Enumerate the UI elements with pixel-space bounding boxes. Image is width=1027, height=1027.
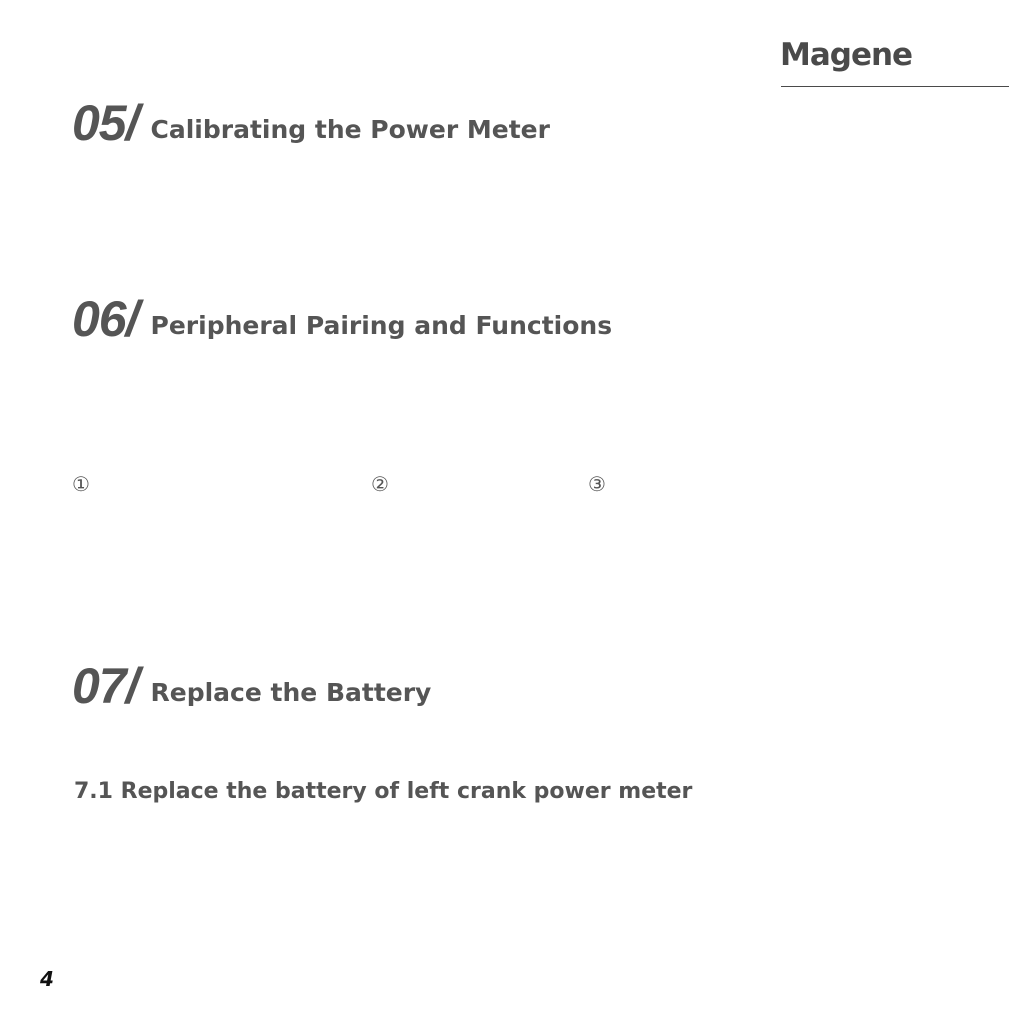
section-07-heading: [72, 658, 432, 714]
section-title: Replace the Battery: [150, 678, 432, 707]
header-divider: [781, 86, 1009, 87]
section-05-heading: [72, 95, 550, 151]
step-marker-2: ②: [371, 472, 389, 496]
section-title: Peripheral Pairing and Functions: [150, 311, 613, 340]
section-number: 06/: [72, 291, 139, 347]
section-number: 05/: [72, 95, 139, 151]
section-number: 07/: [72, 658, 139, 714]
step-marker-1: ①: [72, 472, 90, 496]
page-number: 4: [40, 967, 54, 991]
section-title: Calibrating the Power Meter: [150, 115, 550, 144]
section-06-heading: [72, 291, 613, 347]
step-marker-3: ③: [588, 472, 606, 496]
subsection-heading: 7.1 Replace the battery of left crank power meter: [74, 779, 693, 804]
magene-logo: Magene: [780, 37, 913, 73]
